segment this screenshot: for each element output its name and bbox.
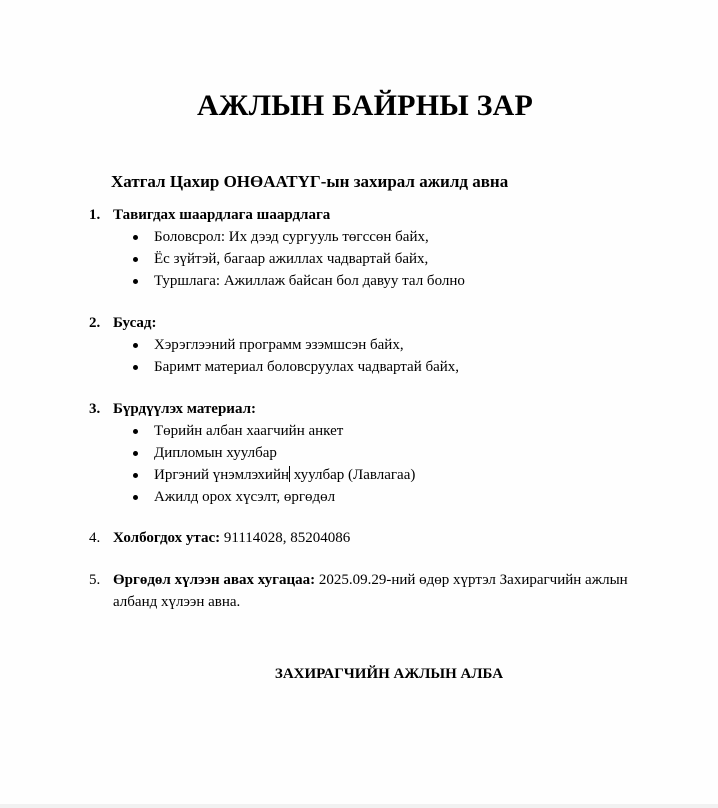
list-number: 2.: [89, 315, 101, 331]
list-item-text: Туршлага: Ажиллаж байсан бол давуу тал болно: [154, 273, 465, 289]
section-heading: [89, 204, 465, 226]
list-item: [89, 464, 415, 486]
section-requirements: [89, 204, 465, 292]
list-number: 3.: [89, 401, 101, 417]
bullet-list: [89, 226, 465, 292]
bullet-icon: [133, 495, 138, 500]
bullet-icon: [133, 235, 138, 240]
section-heading: [89, 398, 415, 420]
bullet-list: [89, 334, 459, 378]
section-heading-text: Тавигдах шаардлага шаардлага: [113, 207, 331, 223]
bullet-icon: [133, 257, 138, 262]
phone-label: Холбогдох утас:: [113, 530, 221, 546]
bullet-icon: [133, 473, 138, 478]
bullet-icon: [133, 343, 138, 348]
list-number: 1.: [89, 207, 101, 223]
list-item: [89, 248, 465, 270]
list-number: 4.: [89, 530, 101, 546]
deadline-label: Өргөдөл хүлээн авах хугацаа:: [113, 572, 316, 588]
bullet-icon: [133, 279, 138, 284]
list-item-text: Иргэний үнэмлэхийн: [154, 467, 289, 483]
phone-numbers: 91114028, 85204086: [220, 530, 351, 546]
section-heading-text: Бүрдүүлэх материал:: [113, 401, 256, 417]
list-item-text: Төрийн албан хаагчийн анкет: [154, 423, 344, 439]
section-contact-phone: [89, 527, 350, 549]
list-item-text: Дипломын хуулбар: [154, 445, 277, 461]
section-line: [89, 527, 350, 549]
section-line: [89, 569, 669, 613]
bullet-icon: [133, 365, 138, 370]
list-item: [89, 356, 459, 378]
list-item-text: Боловсрол: Их дээд сургууль төгссөн байх,: [154, 229, 429, 245]
list-item: [89, 334, 459, 356]
document-title: АЖЛЫН БАЙРНЫ ЗАР: [196, 89, 534, 122]
section-heading: [89, 312, 459, 334]
list-item: [89, 226, 465, 248]
list-item: [89, 420, 415, 442]
list-item: [89, 486, 415, 508]
section-other: [89, 312, 459, 378]
window-bottom-edge: [0, 804, 718, 808]
deadline-text: 2025.09.29-ний өдөр хүртэл Захирагчийн ажлын албанд хүлээн авна.: [113, 572, 628, 610]
list-item-text: Ажилд орох хүсэлт, өргөдөл: [154, 489, 336, 505]
list-item-text: Ёс зүйтэй, багаар ажиллах чадвартай байх,: [154, 251, 429, 267]
list-item-text-continued: хуулбар (Лавлагаа): [290, 467, 416, 483]
section-documents: [89, 398, 415, 508]
list-item: [89, 270, 465, 292]
list-item: [89, 442, 415, 464]
bullet-icon: [133, 451, 138, 456]
section-heading-text: Бусад:: [113, 315, 157, 331]
bullet-icon: [133, 429, 138, 434]
bullet-list: [89, 420, 415, 508]
section-deadline: [89, 569, 669, 613]
list-item-text: Хэрэглээний программ эзэмшсэн байх,: [154, 337, 404, 353]
list-item-text: Баримт материал боловсруулах чадвартай байх,: [154, 359, 460, 375]
list-number: 5.: [89, 572, 101, 588]
signature-office: ЗАХИРАГЧИЙН АЖЛЫН АЛБА: [274, 666, 504, 682]
document-subtitle: Хатгал Цахир ОНӨААТҮГ-ын захирал ажилд авна: [111, 172, 509, 191]
